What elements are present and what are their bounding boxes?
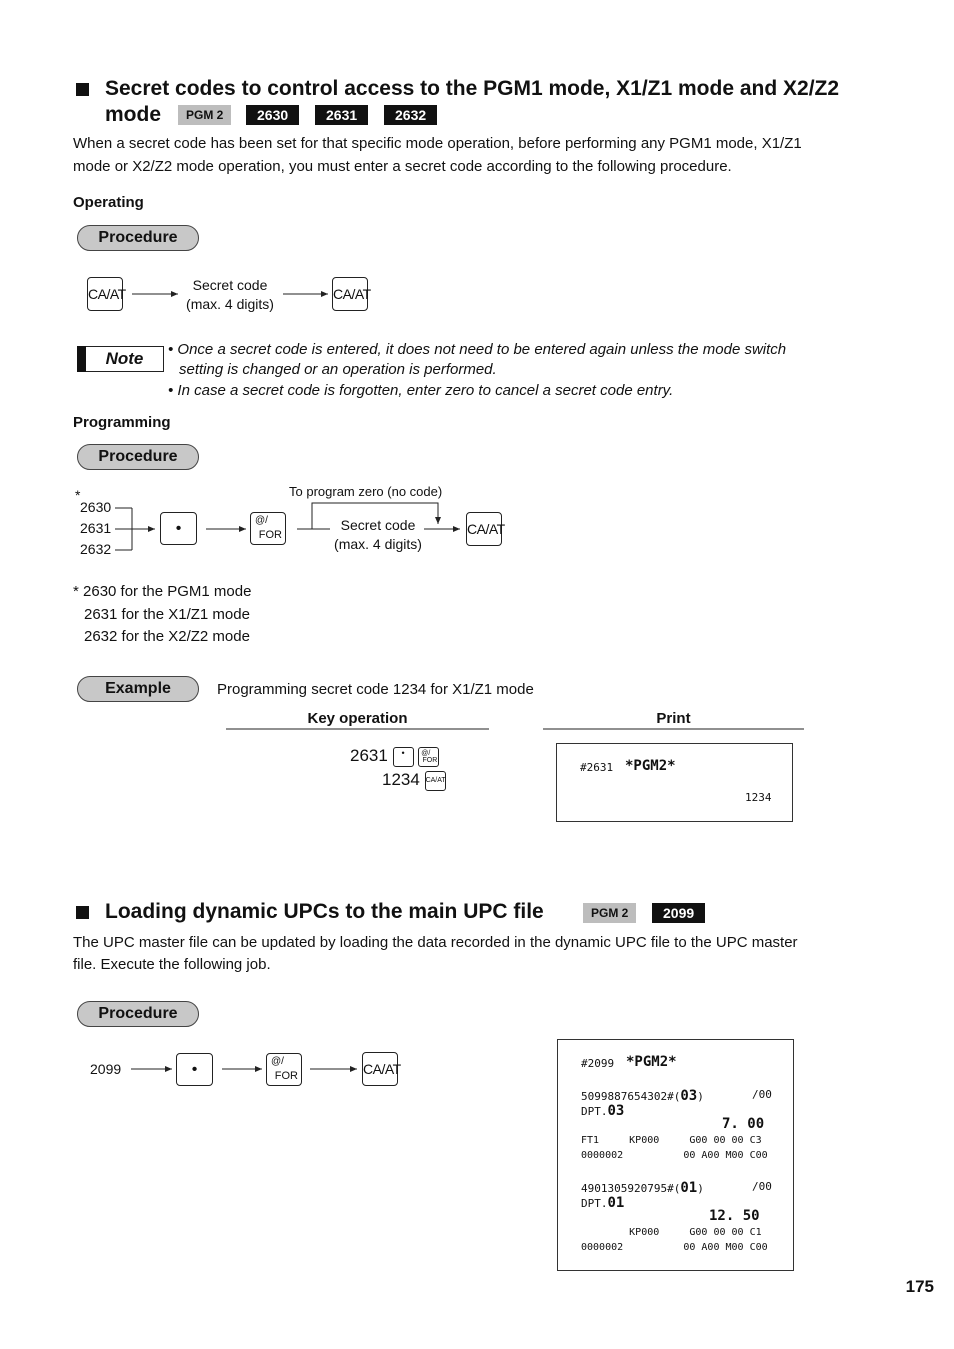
mode-tag-pgm2-s2: PGM 2 xyxy=(583,903,636,923)
footnote-2631: 2631 for the X1/Z1 mode xyxy=(84,606,250,623)
receipt-upc-item1-qty: /00 xyxy=(752,1088,772,1101)
section1-title-line1: Secret codes to control access to the PGM1 mode, X1/Z1 mode and X2/Z2 xyxy=(105,77,840,100)
asterisk-mark: * xyxy=(75,487,81,503)
note-line2: setting is changed or an operation is performed. xyxy=(179,361,497,378)
section1-description-line2: mode or X2/Z2 mode operation, you must enter a secret code according to the following procedure. xyxy=(73,158,732,175)
page-number: 175 xyxy=(905,1277,934,1296)
zero-note: To program zero (no code) xyxy=(289,484,443,499)
key-operation-header: Key operation xyxy=(307,710,408,727)
mini-dot-key: • xyxy=(393,747,414,767)
section1-description-line1: When a secret code has been set for that specific mode operation, before performing any PGM1 mode, X1/Z1 xyxy=(73,135,802,152)
ca-at-key-end: CA/AT xyxy=(332,277,368,311)
mini-for-key: @/ FOR xyxy=(418,747,439,767)
note-label: Note xyxy=(105,349,144,368)
receipt-upc-status1: 0000002 00 A00 M00 C00 xyxy=(581,1150,768,1161)
code-tag-2632: 2632 xyxy=(384,105,437,125)
receipt-upc-item2-qty: /00 xyxy=(752,1180,772,1193)
code-tag-2631: 2631 xyxy=(315,105,368,125)
for-key xyxy=(250,512,286,545)
section2-description-line2: file. Execute the following job. xyxy=(73,956,271,973)
receipt-upc-item2: 4901305920795#(01) xyxy=(581,1180,704,1196)
dot-key: • xyxy=(160,512,197,545)
key-op-code: 2631 xyxy=(350,746,388,765)
secret-code-label: Secret code xyxy=(192,277,268,293)
for-key-bottom: FOR xyxy=(274,1070,298,1082)
footnote-2630: * 2630 for the PGM1 mode xyxy=(73,583,252,600)
ca-at-key-programming: CA/AT xyxy=(466,512,502,546)
operating-heading: Operating xyxy=(73,194,144,211)
example-pill: Example xyxy=(77,676,199,702)
print-header: Print xyxy=(656,710,691,727)
dot-key-s2: • xyxy=(176,1053,213,1086)
example-text: Programming secret code 1234 for X1/Z1 mode xyxy=(217,681,534,698)
key-op-line1 xyxy=(350,746,439,767)
procedure-pill-operating: Procedure xyxy=(77,225,199,251)
max-digits-label: (max. 4 digits) xyxy=(334,536,422,552)
max-digits-label: (max. 4 digits) xyxy=(186,296,274,312)
code-tag-2099: 2099 xyxy=(652,903,705,923)
note-badge xyxy=(77,346,164,372)
receipt-upc-item1: 5099887654302#(03) xyxy=(581,1088,704,1104)
receipt-upc-amount1: 7. 00 xyxy=(722,1116,765,1132)
key-op-secret: 1234 xyxy=(382,770,420,789)
code-tag-2630: 2630 xyxy=(246,105,299,125)
for-key-s2 xyxy=(266,1053,302,1086)
receipt-upc-status2: 0000002 00 A00 M00 C00 xyxy=(581,1242,768,1253)
receipt-example-code: #2631 xyxy=(580,761,614,774)
key-op-line2 xyxy=(382,770,446,791)
note-line3: • In case a secret code is forgotten, enter zero to cancel a secret code entry. xyxy=(168,382,674,399)
receipt-upc-code: #2099 xyxy=(581,1057,615,1070)
section1-title-line2: mode xyxy=(105,103,162,126)
secret-code-label: Secret code xyxy=(340,517,416,533)
secret-code-input-programming xyxy=(330,516,426,554)
receipt-example xyxy=(556,743,793,822)
receipt-upc xyxy=(557,1039,794,1271)
receipt-upc-dept1: DPT.03 xyxy=(581,1103,625,1119)
footnote-2632: 2632 for the X2/Z2 mode xyxy=(84,628,250,645)
receipt-upc-flags2: KP000 G00 00 00 C1 xyxy=(581,1227,762,1238)
for-key-bottom: FOR xyxy=(258,529,282,541)
mode-tag-pgm2: PGM 2 xyxy=(178,105,231,125)
note-line1: • Once a secret code is entered, it does not need to be entered again unless the mode switch xyxy=(168,341,787,358)
receipt-upc-flags1: FT1 KP000 G00 00 00 C3 xyxy=(581,1135,762,1146)
secret-code-input-operating xyxy=(182,276,278,314)
receipt-example-mode: *PGM2* xyxy=(625,758,676,774)
for-key-top: @/ xyxy=(271,1056,284,1067)
procedure-pill-programming: Procedure xyxy=(77,444,199,470)
procedure-pill-section2: Procedure xyxy=(77,1001,199,1027)
receipt-upc-mode: *PGM2* xyxy=(626,1054,677,1070)
mini-ca-at-key: CA/AT xyxy=(425,771,446,791)
code-2631: 2631 xyxy=(80,520,112,536)
for-key-top: @/ xyxy=(255,515,268,526)
section2-bullet xyxy=(76,906,89,924)
receipt-upc-dept2: DPT.01 xyxy=(581,1195,625,1211)
section2-title: Loading dynamic UPCs to the main UPC file xyxy=(105,900,544,923)
ca-at-key-start: CA/AT xyxy=(87,277,123,311)
code-2099: 2099 xyxy=(90,1061,122,1077)
section2-description-line1: The UPC master file can be updated by loading the data recorded in the dynamic UPC file to the UPC master xyxy=(73,934,798,951)
code-2632: 2632 xyxy=(80,541,112,557)
ca-at-key-s2: CA/AT xyxy=(362,1052,398,1086)
code-2630: 2630 xyxy=(80,499,112,515)
receipt-upc-amount2: 12. 50 xyxy=(709,1208,760,1224)
programming-heading: Programming xyxy=(73,414,171,431)
receipt-example-secret: 1234 xyxy=(745,791,772,804)
